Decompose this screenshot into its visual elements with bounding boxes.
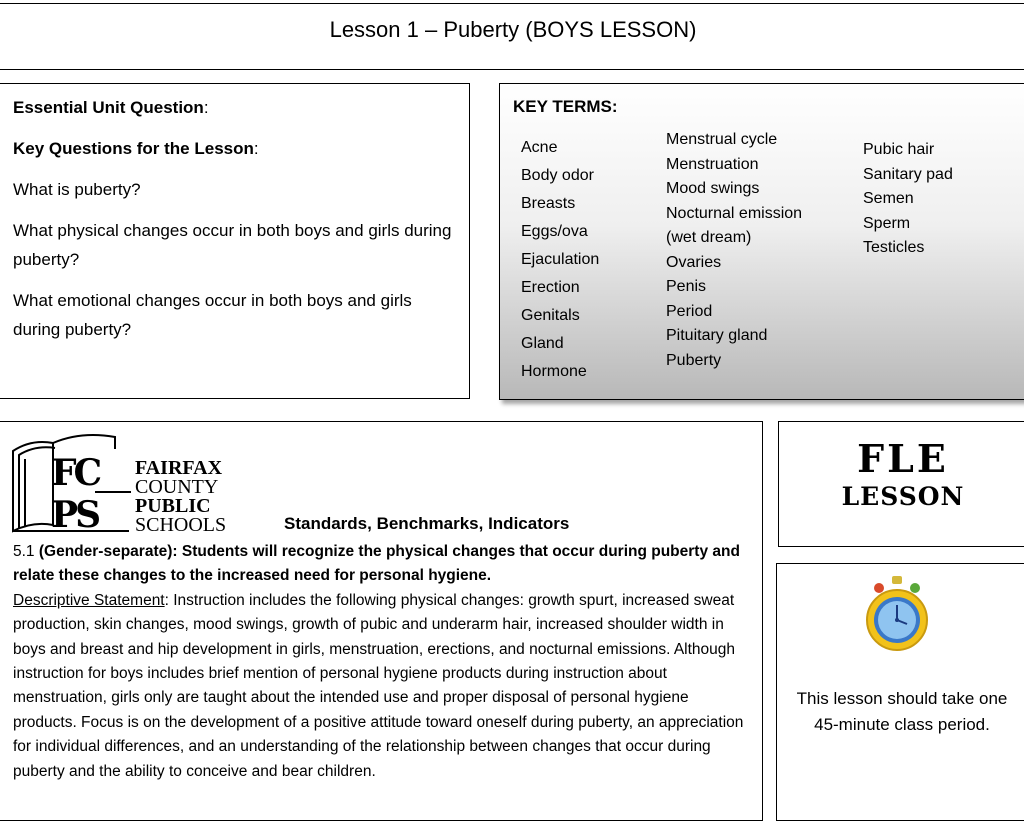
logo-line: SCHOOLS <box>135 514 227 536</box>
descriptive-statement-label: Descriptive Statement <box>13 591 165 609</box>
key-terms-column-3 <box>863 138 953 261</box>
key-term: (wet dream) <box>666 229 752 246</box>
key-term: Breasts <box>521 195 576 212</box>
logo-line: COUNTY <box>135 476 219 498</box>
essential-question-label: Essential Unit Question <box>13 98 204 117</box>
key-term: Menstruation <box>666 155 759 173</box>
key-term: Pituitary gland <box>666 327 768 344</box>
key-term: Body odor <box>521 167 594 184</box>
key-term: Genitals <box>521 307 580 324</box>
key-terms-column-2 <box>666 128 802 373</box>
key-term: Ejaculation <box>521 251 600 268</box>
key-term: Mood swings <box>666 180 760 197</box>
key-term: Penis <box>666 278 707 295</box>
fle-subtitle: LESSON <box>841 482 965 511</box>
key-term: Eggs/ova <box>521 223 588 240</box>
standard-statement: (Gender-separate): Students will recognize the physical changes that occur during puberty and relate these changes to the increased need for personal hygiene. <box>13 543 740 585</box>
fle-lesson-badge <box>778 421 1024 547</box>
question-item: What emotional changes occur in both boys and girls during puberty? <box>13 291 412 339</box>
key-terms-panel <box>499 83 1024 400</box>
logo-letters-top: FC <box>51 452 100 494</box>
essential-question-row: Essential Unit Question: <box>13 98 209 117</box>
key-term: Hormone <box>521 363 587 380</box>
page-title: Lesson 1 – Puberty (BOYS LESSON) <box>329 17 697 42</box>
title-banner <box>0 3 1024 70</box>
standards-text <box>13 540 755 784</box>
key-terms-heading: KEY TERMS: <box>513 97 618 116</box>
key-term: Period <box>666 302 713 320</box>
fcps-logo <box>11 429 261 537</box>
standard-code: 5.1 <box>13 543 35 560</box>
key-term: Sanitary pad <box>863 165 953 183</box>
key-questions-label: Key Questions for the Lesson <box>13 139 254 158</box>
key-questions-row: Key Questions for the Lesson: <box>13 139 259 158</box>
key-term: Ovaries <box>666 253 722 271</box>
duration-panel <box>776 563 1024 821</box>
fle-title: FLE <box>857 436 949 481</box>
questions-panel <box>0 83 470 399</box>
duration-text: This lesson should take one 45-minute class period. <box>796 689 1008 734</box>
stopwatch-icon <box>857 574 937 654</box>
standards-heading: Standards, Benchmarks, Indicators <box>284 514 570 533</box>
logo-line: PUBLIC <box>135 495 211 517</box>
key-term: Semen <box>863 190 914 207</box>
descriptive-statement-text: : Instruction includes the following physical changes: growth spurt, increased sweat production, skin changes, mood swings, growth of pubic and underarm hair, increased shoulder width in boys and breast and hip development in girls, menstruation, erections, and nocturnal emissions. Although instruction for boys includes brief mention of personal hygiene products during instruction about menstruation, girls only are taught about the intended use and proper disposal of personal hygiene products. Focus is on the development of a positive attitude toward oneself during puberty, an appreciation for individual differences, and an understanding of the relationship between changes that occur during puberty and the ability to conceive and bear children. <box>13 591 744 780</box>
key-term: Testicles <box>863 239 925 256</box>
key-term: Erection <box>521 279 580 296</box>
logo-letters-bottom: PS <box>51 494 99 536</box>
key-terms-column-1 <box>521 134 599 386</box>
question-item: What physical changes occur in both boys and girls during puberty? <box>13 221 452 269</box>
logo-line: FAIRFAX <box>135 457 223 479</box>
key-term: Acne <box>521 139 558 156</box>
key-term: Gland <box>521 335 564 352</box>
standards-panel <box>0 421 763 821</box>
key-term: Menstrual cycle <box>666 131 778 148</box>
key-term: Nocturnal emission <box>666 204 803 222</box>
key-term: Sperm <box>863 214 911 232</box>
question-item: What is puberty? <box>13 180 141 199</box>
key-term: Pubic hair <box>863 141 935 158</box>
key-term: Puberty <box>666 351 722 369</box>
